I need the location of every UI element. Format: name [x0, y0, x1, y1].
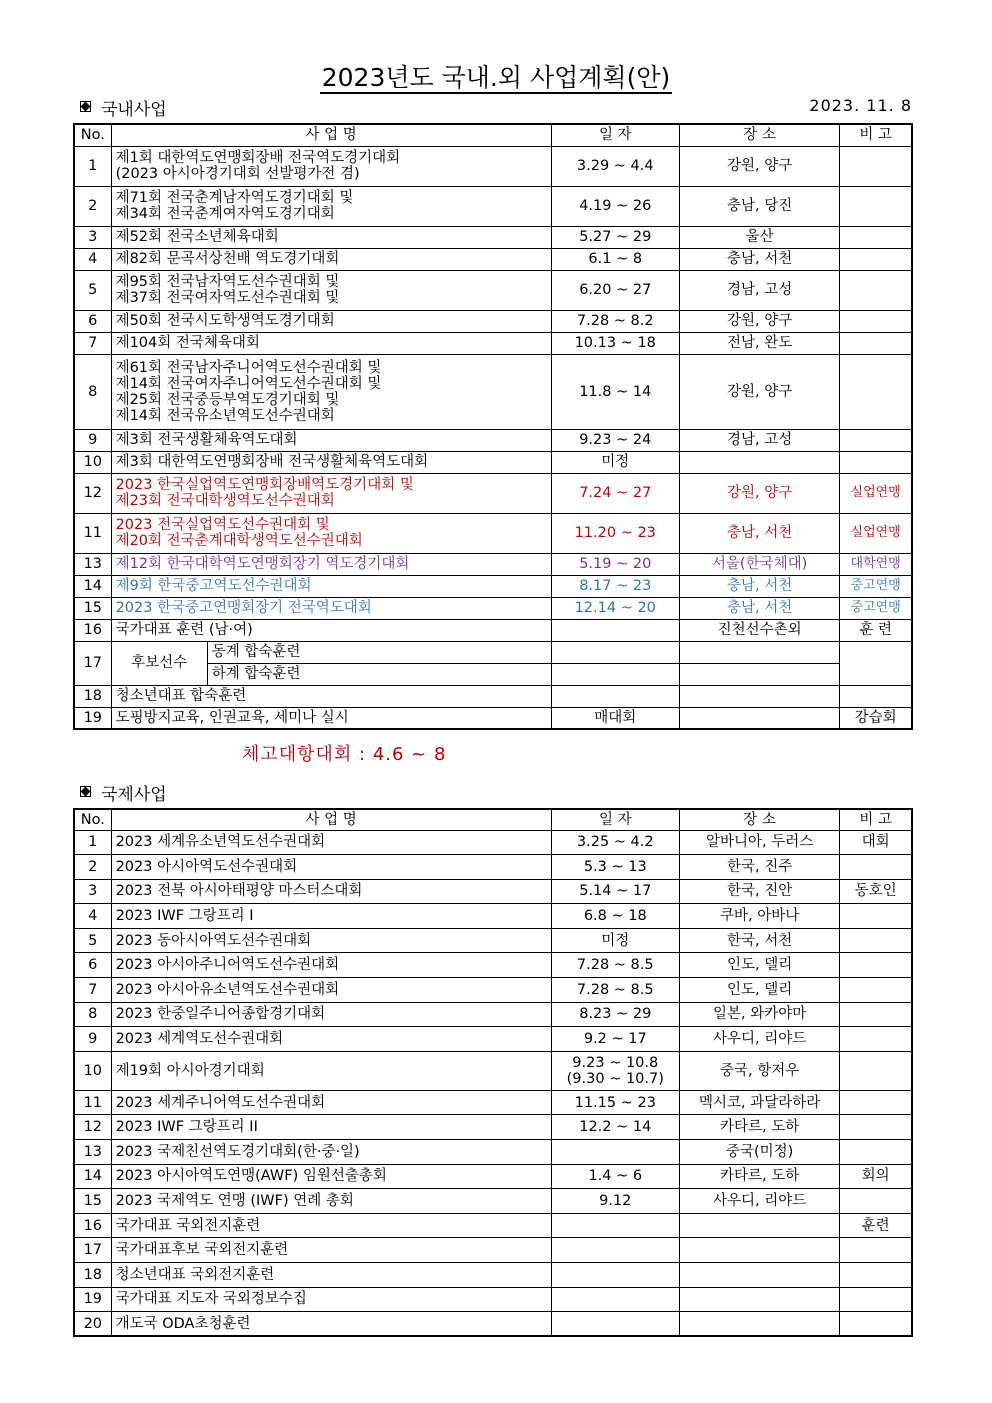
table-row: 7 제104회 전국체육대회 10.13 ~ 18 전남, 완도 [74, 332, 912, 354]
table-row: 19 국가대표 지도자 국외정보수집 [74, 1287, 912, 1312]
international-table [73, 808, 913, 1337]
header-note: 비 고 [840, 124, 912, 146]
diamond-bullet-icon [80, 786, 93, 799]
international-heading: 국제사업 [80, 780, 167, 805]
table-row: 14 제9회 한국중고역도선수권대회 8.17 ~ 23 충남, 서천 중고연맹 [74, 575, 912, 597]
header-note: 비 고 [840, 809, 912, 830]
table-row: 15 2023 국제역도 연맹 (IWF) 연례 총회 9.12 사우디, 리야드 [74, 1189, 912, 1214]
table-row: 1 제1회 대한역도연맹회장배 전국역도경기대회 (2023 아시아경기대회 선발평가전 겸) 3.29 ~ 4.4 강원, 양구 [74, 146, 912, 186]
table-row: 4 2023 IWF 그랑프리 I 6.8 ~ 18 쿠바, 아바나 [74, 904, 912, 929]
document-date: 2023. 11. 8 [809, 96, 912, 115]
table-row: 2 2023 아시아역도선수권대회 5.3 ~ 13 한국, 진주 [74, 855, 912, 880]
header-no: No. [74, 124, 111, 146]
table-row: 9 제3회 전국생활체육역도대회 9.23 ~ 24 경남, 고성 [74, 429, 912, 451]
table-row: 20 개도국 ODA초청훈련 [74, 1312, 912, 1337]
header-no: No. [74, 809, 111, 830]
table-row: 12 2023 한국실업역도연맹회장배역도경기대회 및 제23회 전국대학생역도선수권대회 7.24 ~ 27 강원, 양구 실업연맹 [74, 473, 912, 513]
table-row: 17 후보선수 동계 합숙훈련 [74, 641, 912, 663]
table-row: 4 제82회 문곡서상천배 역도경기대회 6.1 ~ 8 충남, 서천 [74, 248, 912, 270]
table-row: 8 2023 한중일주니어종합경기대회 8.23 ~ 29 일본, 와카야마 [74, 1002, 912, 1027]
table-row: 11 2023 세계주니어역도선수권대회 11.15 ~ 23 멕시코, 과달라하라 [74, 1090, 912, 1115]
table-row: 16 국가대표 훈련 (남·여) 진천선수촌외 훈 련 [74, 619, 912, 641]
table-row: 3 2023 전북 아시아태평양 마스터스대회 5.14 ~ 17 한국, 진안 동호인 [74, 879, 912, 904]
table-row: 8 제61회 전국남자주니어역도선수권대회 및 제14회 전국여자주니어역도선수권대회 및 제25회 전국중등부역도경기대회 및 제14회 전국유소년역도선수권대회 11.8 ~ 14 강원, 양구 [74, 354, 912, 429]
table-row: 17 국가대표후보 국외전지훈련 [74, 1238, 912, 1263]
header-name: 사 업 명 [111, 124, 551, 146]
table-row: 13 제12회 한국대학역도연맹회장기 역도경기대회 5.19 ~ 20 서울(한국체대) 대학연맹 [74, 553, 912, 575]
table-row: 6 2023 아시아주니어역도선수권대회 7.28 ~ 8.5 인도, 델리 [74, 953, 912, 978]
header-date: 일 자 [551, 124, 679, 146]
table-row: 13 2023 국제친선역도경기대회(한·중·일) 중국(미정) [74, 1140, 912, 1165]
header-date: 일 자 [551, 809, 679, 830]
table-row: 12 2023 IWF 그랑프리 II 12.2 ~ 14 카타르, 도하 [74, 1115, 912, 1140]
table-row: 14 2023 아시아역도연맹(AWF) 임원선출총회 1.4 ~ 6 카타르, 도하 회의 [74, 1164, 912, 1189]
header-place: 장 소 [679, 124, 839, 146]
table-row: 19 도핑방지교육, 인권교육, 세미나 실시 매대회 강습회 [74, 707, 912, 729]
table-row: 7 2023 아시아유소년역도선수권대회 7.28 ~ 8.5 인도, 델리 [74, 978, 912, 1003]
table-row: 10 제19회 아시아경기대회 9.23 ~ 10.8 (9.30 ~ 10.7) 중국, 항저우 [74, 1051, 912, 1090]
header-place: 장 소 [679, 809, 839, 830]
table-row: 5 2023 동아시아역도선수권대회 미정 한국, 서천 [74, 928, 912, 953]
page-title: 2023년도 국내.외 사업계획(안) [321, 63, 671, 92]
table-row: 2 제71회 전국춘계남자역도경기대회 및 제34회 전국춘계여자역도경기대회 4.19 ~ 26 충남, 당진 [74, 186, 912, 226]
header-name: 사 업 명 [111, 809, 551, 830]
table-row: 10 제3회 대한역도연맹회장배 전국생활체육역도대회 미정 [74, 451, 912, 473]
table-row: 18 청소년대표 국외전지훈련 [74, 1263, 912, 1288]
domestic-heading: 국내사업 [80, 95, 167, 120]
table-row: 5 제95회 전국남자역도선수권대회 및 제37회 전국여자역도선수권대회 및 6.20 ~ 27 경남, 고성 [74, 270, 912, 310]
table-row: 6 제50회 전국시도학생역도경기대회 7.28 ~ 8.2 강원, 양구 [74, 310, 912, 332]
extra-note: 체고대항대회 : 4.6 ~ 8 [242, 744, 447, 765]
table-row: 1 2023 세계유소년역도선수권대회 3.25 ~ 4.2 알바니아, 두러스 대회 [74, 830, 912, 855]
table-row: 하계 합숙훈련 [74, 663, 912, 685]
table-row: 3 제52회 전국소년체육대회 5.27 ~ 29 울산 [74, 226, 912, 248]
table-row: 11 2023 전국실업역도선수권대회 및 제20회 전국춘계대학생역도선수권대회 11.20 ~ 23 충남, 서천 실업연맹 [74, 513, 912, 553]
table-row: 9 2023 세계역도선수권대회 9.2 ~ 17 사우디, 리야드 [74, 1027, 912, 1052]
diamond-bullet-icon [80, 101, 93, 114]
table-row: 18 청소년대표 합숙훈련 [74, 685, 912, 707]
table-row: 16 국가대표 국외전지훈련 훈련 [74, 1213, 912, 1238]
domestic-table [73, 123, 913, 730]
table-row: 15 2023 한국중고연맹회장기 전국역도대회 12.14 ~ 20 충남, 서천 중고연맹 [74, 597, 912, 619]
